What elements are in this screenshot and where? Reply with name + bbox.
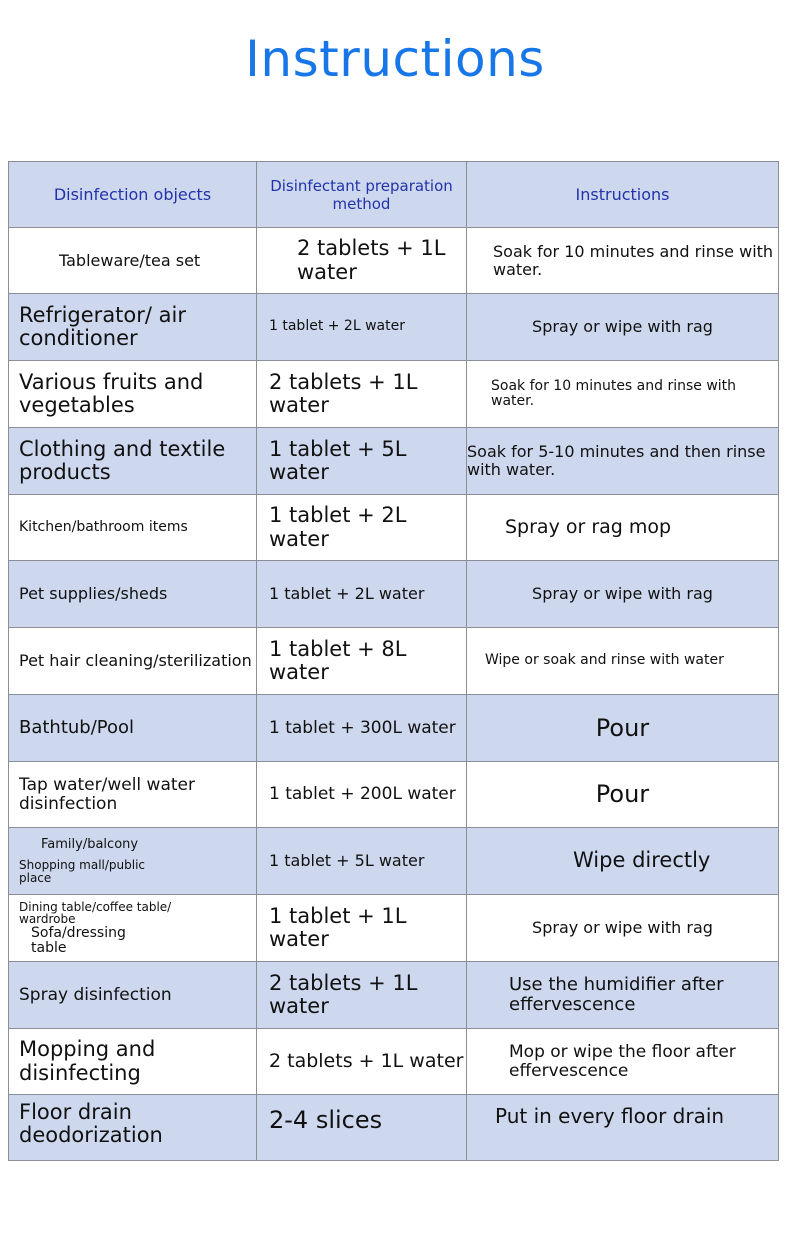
usage-cell: Use the humidifier after effervescence [467, 962, 779, 1029]
method-cell: 1 tablet + 5L water [257, 828, 467, 895]
object-cell [9, 828, 257, 895]
usage-cell: Wipe directly [467, 828, 779, 895]
usage-cell: Pour [467, 695, 779, 762]
object-cell: Refrigerator/ air conditioner [9, 294, 257, 361]
usage-cell: Spray or wipe with rag [467, 895, 779, 962]
method-cell: 2-4 slices [257, 1095, 467, 1161]
usage-cell: Put in every floor drain [467, 1095, 779, 1161]
usage-cell: Spray or rag mop [467, 495, 779, 561]
usage-cell: Wipe or soak and rinse with water [467, 628, 779, 695]
instructions-table [8, 161, 779, 1161]
object-cell: Tableware/tea set [9, 228, 257, 294]
usage-cell: Soak for 5-10 minutes and then rinse with water. [467, 428, 779, 495]
table-row [9, 962, 779, 1029]
table-row [9, 1095, 779, 1161]
object-cell: Various fruits and vegetables [9, 361, 257, 428]
method-cell: 2 tablets + 1L water [257, 228, 467, 294]
table-row [9, 428, 779, 495]
usage-cell: Pour [467, 762, 779, 828]
method-cell: 1 tablet + 300L water [257, 695, 467, 762]
method-cell: 1 tablet + 2L water [257, 561, 467, 628]
table-row [9, 1029, 779, 1095]
object-cell: Mopping and disinfecting [9, 1029, 257, 1095]
usage-cell: Spray or wipe with rag [467, 561, 779, 628]
object-cell: Kitchen/bathroom items [9, 495, 257, 561]
object-cell: Pet hair cleaning/sterilization [9, 628, 257, 695]
method-cell: 1 tablet + 1L water [257, 895, 467, 962]
object-cell: Clothing and textile products [9, 428, 257, 495]
page-title: Instructions [245, 30, 545, 88]
header-objects: Disinfection objects [9, 162, 257, 228]
method-cell: 2 tablets + 1L water [257, 962, 467, 1029]
table-row [9, 628, 779, 695]
object-cell: Floor drain deodorization [9, 1095, 257, 1161]
header-method: Disinfectant preparation method [257, 162, 467, 228]
method-cell: 1 tablet + 5L water [257, 428, 467, 495]
method-cell: 1 tablet + 2L water [257, 495, 467, 561]
table-row [9, 561, 779, 628]
object-cell: Bathtub/Pool [9, 695, 257, 762]
object-cell [9, 895, 257, 962]
object-cell: Pet supplies/sheds [9, 561, 257, 628]
method-cell: 1 tablet + 2L water [257, 294, 467, 361]
table-row [9, 695, 779, 762]
object-line: Family/balcony [41, 836, 139, 852]
table-row [9, 495, 779, 561]
object-line: Dining table/coffee table/ wardrobe [19, 899, 172, 927]
header-instructions: Instructions [467, 162, 779, 228]
method-cell: 1 tablet + 8L water [257, 628, 467, 695]
usage-cell: Soak for 10 minutes and rinse with water. [467, 361, 779, 428]
object-line: Sofa/dressing table [31, 924, 126, 956]
table-row [9, 895, 779, 962]
table-header-row [9, 162, 779, 228]
table-row [9, 828, 779, 895]
object-cell: Tap water/well water disinfection [9, 762, 257, 828]
usage-cell: Soak for 10 minutes and rinse with water. [467, 228, 779, 294]
table-row [9, 361, 779, 428]
table-row [9, 762, 779, 828]
object-cell: Spray disinfection [9, 962, 257, 1029]
method-cell: 2 tablets + 1L water [257, 1029, 467, 1095]
object-line: Shopping mall/public place [19, 858, 146, 885]
method-cell: 2 tablets + 1L water [257, 361, 467, 428]
usage-cell: Mop or wipe the floor after effervescence [467, 1029, 779, 1095]
table-row [9, 228, 779, 294]
usage-cell: Spray or wipe with rag [467, 294, 779, 361]
method-cell: 1 tablet + 200L water [257, 762, 467, 828]
table-row [9, 294, 779, 361]
